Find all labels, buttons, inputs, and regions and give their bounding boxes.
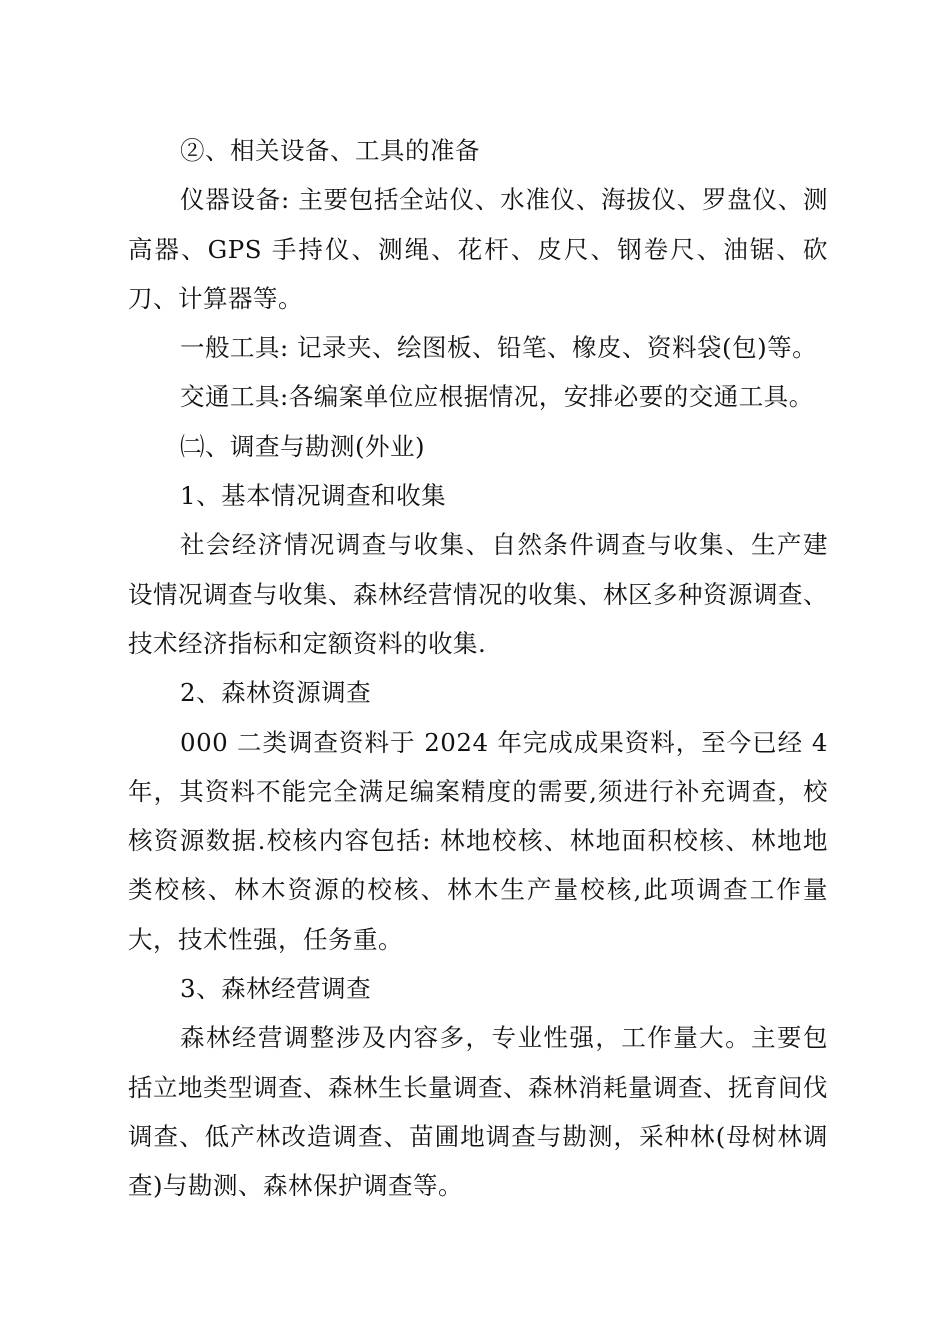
paragraph-resource-survey: 000 二类调查资料于 2024 年完成成果资料，至今已经 4 年，其资料不能完全满足编案精度的需要,须进行补充调查，校核资源数据.校核内容包括: 林地校核、林地面积校核、林地地类校核、林木资源的校核、林木生产量校核,此项调查工作量大，技术性强，任务重。 <box>128 727 828 954</box>
section-heading-fieldwork: ㈡、调查与勘测(外业) <box>180 431 426 461</box>
paragraph-basic-survey: 社会经济情况调查与收集、自然条件调查与收集、生产建设情况调查与收集、森林经营情况的收集、林区多种资源调查、技术经济指标和定额资料的收集. <box>128 530 828 658</box>
subheading-management-survey: 3、森林经营调查 <box>180 974 372 1004</box>
document-body <box>128 126 828 1211</box>
paragraph-transport: 交通工具:各编案单位应根据情况，安排必要的交通工具。 <box>180 382 814 412</box>
section-heading-equipment: ②、相关设备、工具的准备 <box>180 136 480 165</box>
subheading-resource-survey: 2、森林资源调查 <box>180 678 372 708</box>
subheading-basic-survey: 1、基本情况调查和收集 <box>180 481 447 511</box>
paragraph-instruments: 仪器设备: 主要包括全站仪、水准仪、海拔仪、罗盘仪、测高器、GPS 手持仪、测绳、花杆、皮尺、钢卷尺、油锯、砍刀、计算器等。 <box>128 185 828 313</box>
paragraph-general-tools: 一般工具: 记录夹、绘图板、铅笔、橡皮、资料袋(包)等。 <box>180 333 818 363</box>
paragraph-management-survey: 森林经营调整涉及内容多，专业性强，工作量大。主要包括立地类型调查、森林生长量调查、森林消耗量调查、抚育间伐调查、低产林改造调查、苗圃地调查与勘测，采种林(母树林调查)与勘测、森林保护调查等。 <box>128 1023 828 1201</box>
